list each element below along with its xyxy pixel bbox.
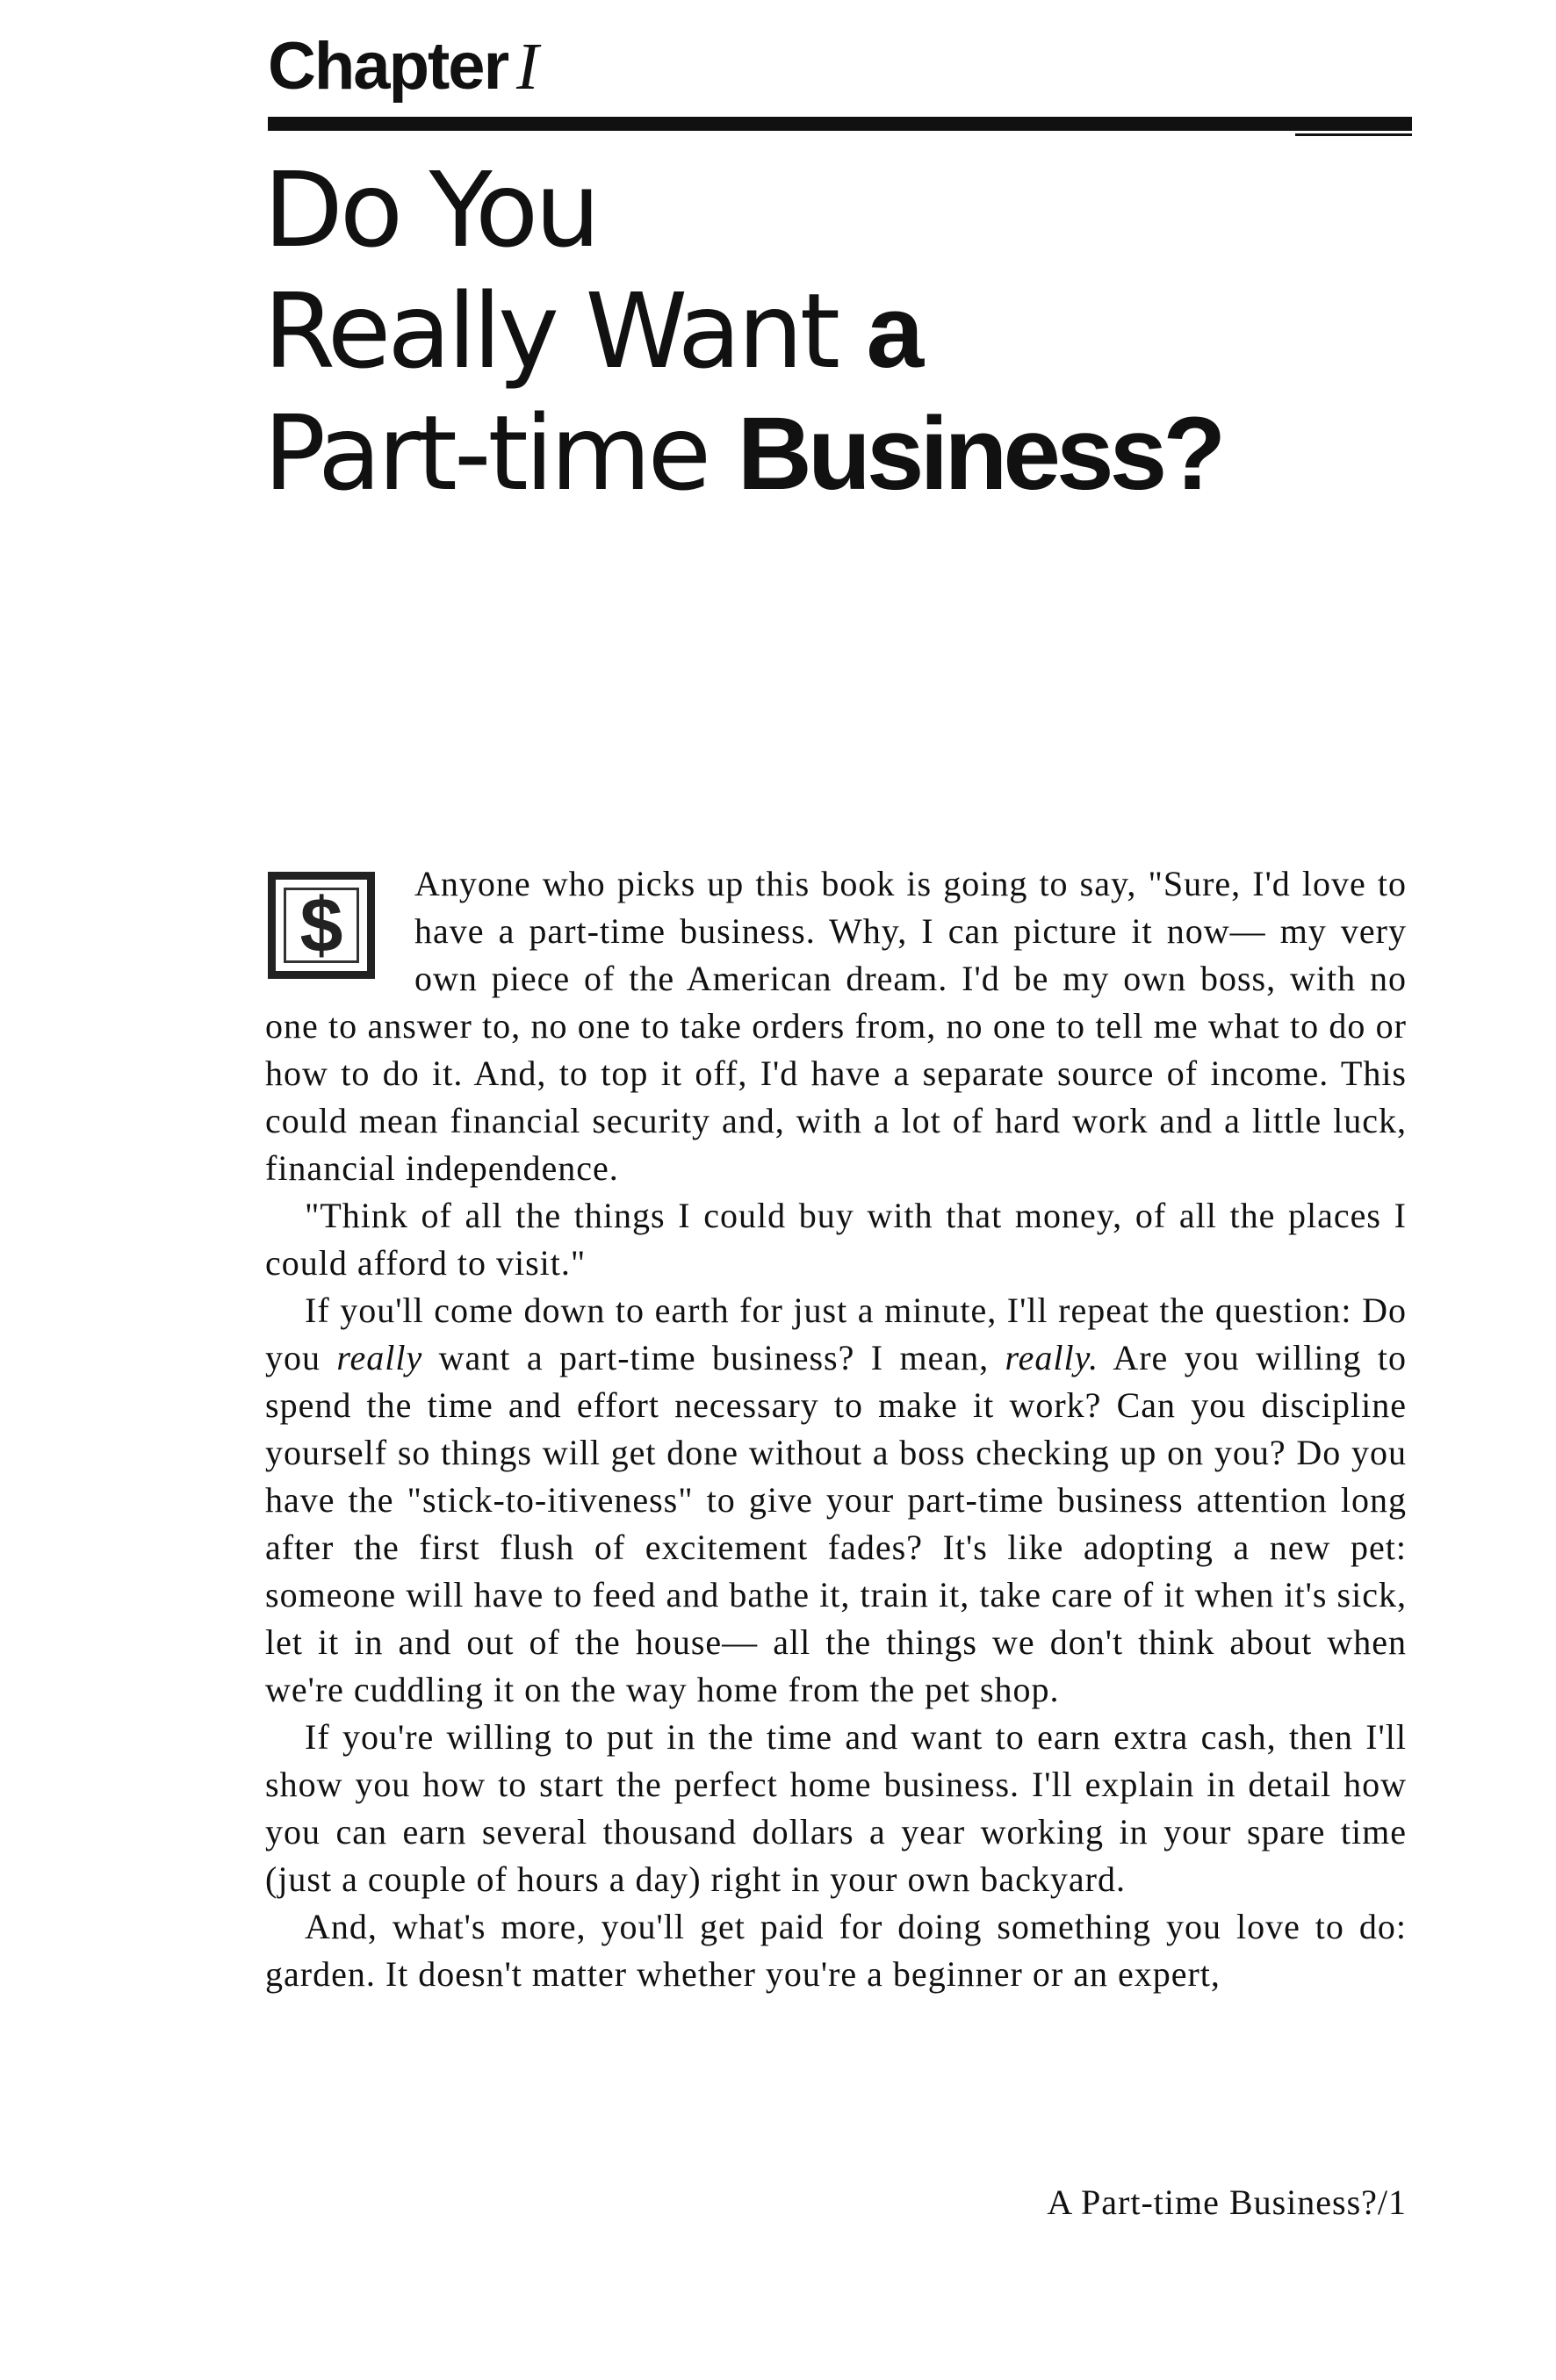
title-line-3-regular: Part-time xyxy=(263,392,738,514)
title-line-2-bold: a xyxy=(866,274,920,390)
dollar-glyph: $ xyxy=(284,888,359,963)
chapter-number: I xyxy=(516,30,537,104)
title-line-3 xyxy=(263,392,1449,514)
chapter-word: Chapter xyxy=(268,29,508,104)
body-text xyxy=(265,860,1407,1998)
paragraph-3-b: want a part-time business? I mean, xyxy=(422,1338,1005,1377)
title-line-2 xyxy=(263,270,1449,392)
paragraph-3-a: If you'll come down to earth for just a minute, I'll repeat the question: Do you xyxy=(265,1291,1407,1377)
emphasis-really-2: really. xyxy=(1005,1338,1099,1377)
paragraph-3-c: Are you willing to spend the time and effort necessary to make it work? Can you discipline yourself so things will get done without a boss checking up on you? Do you have the "stick-to-itiveness" to give your part-time business attention long after the first flush of excitement fades? It's like adopting a new pet: someone will have to feed and bathe it, train it, take care of it when it's sick, let it in and out of the house— all the things we don't think about when we're cuddling it on the way home from the pet shop. xyxy=(265,1338,1408,1709)
paragraph-3 xyxy=(265,1287,1407,1714)
emphasis-really-1: really xyxy=(336,1338,423,1377)
paragraph-4: If you're willing to put in the time and want to earn extra cash, then I'll show you how to start the perfect home business. I'll explain in detail how you can earn several thousand dollars a year working in your spare time (just a couple of hours a day) right in your own backyard. xyxy=(265,1717,1407,1899)
title-line-2-regular: Really Want xyxy=(263,270,867,392)
running-footer: A Part-time Business?/1 xyxy=(1047,2182,1407,2222)
title-line-1: Do You xyxy=(263,149,597,270)
chapter-rule-thin xyxy=(1295,133,1412,136)
paragraph-2: "Think of all the things I could buy with that money, of all the places I could afford to visit." xyxy=(265,1196,1407,1283)
chapter-label xyxy=(268,29,537,104)
chapter-rule xyxy=(268,117,1412,131)
chapter-title xyxy=(263,149,1449,514)
paragraph-1-text: Anyone who picks up this book is going to say, "Sure, I'd love to have a part-time business. Why, I can picture it now— my very own piece of the American dream. I'd be my own boss, with no one to answer to, no one to take orders from, no one to tell me what to do or how to do it. And, to top it off, I'd have a separate source of income. This could mean financial security and, with a lot of hard work and a little luck, financial independence. xyxy=(265,864,1407,1188)
paragraph-1 xyxy=(265,860,1407,1192)
title-line-3-bold: Business? xyxy=(737,396,1222,512)
paragraph-5: And, what's more, you'll get paid for doing something you love to do: garden. It doesn't matter whether you're a beginner or an expert, xyxy=(265,1907,1407,1994)
